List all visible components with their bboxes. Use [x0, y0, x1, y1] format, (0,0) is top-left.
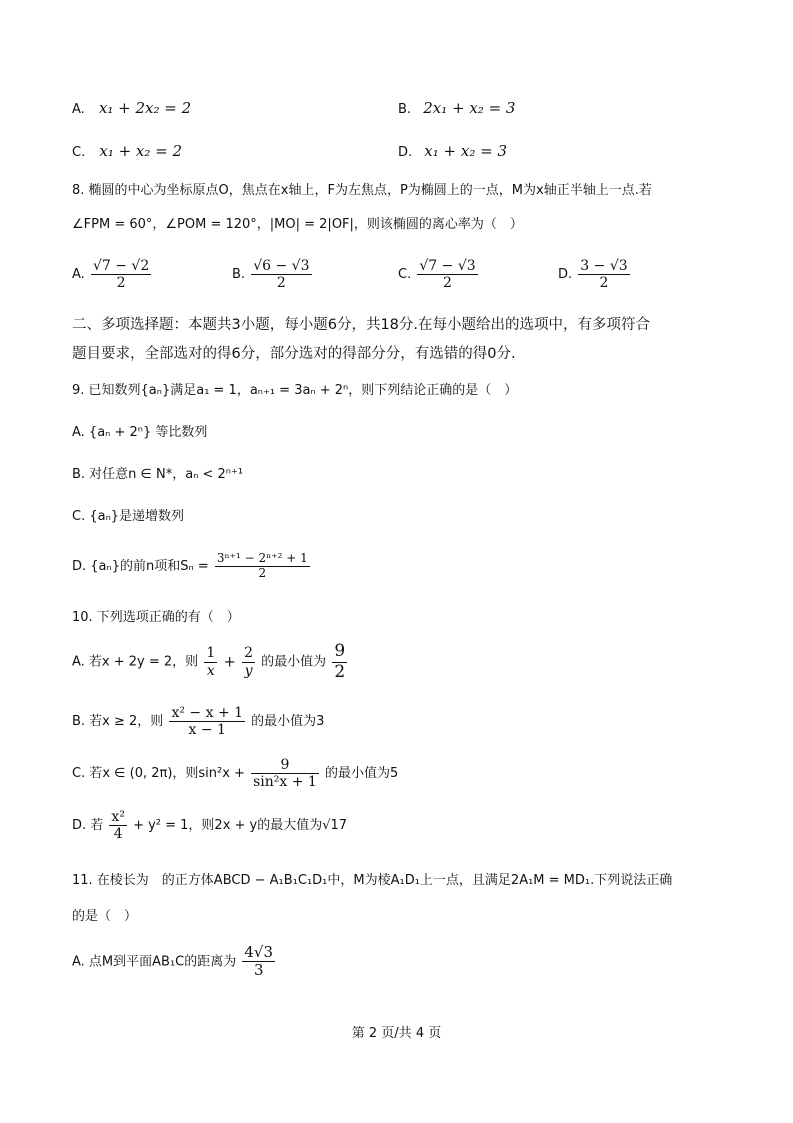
q10-option-a: A. 若x + 2y = 2，则 $\frac{1}{x}$ + $\frac{2}{y}$ 的最小值为 $\frac{9}{2}$ [72, 641, 346, 682]
q10-option-d: D. 若 $\frac{\text{x²}}{4}$ + y² = 1，则2x + y的最大值为√17 [72, 809, 348, 843]
q9-option-d-fraction: $\frac{\text{3ⁿ⁺¹ − 2ⁿ⁺² + 1}}{2}$ [216, 551, 308, 580]
q10-option-c-fraction: $\frac{9}{\text{sin²x + 1}}$ [253, 757, 317, 791]
q11-option-a: A. 点M到平面AB₁C的距离为 $\frac{4√3}{3}$ [72, 943, 274, 980]
section2-heading-line2: 题目要求，全部选对的得6分，部分选对的得部分分，有选错的得0分. [72, 346, 516, 362]
q10-option-a-answer: $\frac{9}{2}$ [334, 641, 346, 682]
q10-option-b: B. 若x ≥ 2，则 $\frac{\text{x² − x + 1}}{x - 1}$ 的最小值为3 [72, 705, 325, 739]
q7-option-b: B. 2x₁ + x₂ = 3 [398, 99, 516, 117]
q8-option-c-fraction: $\frac{√7 - √3}{2}$ [419, 258, 476, 292]
q9-option-c: C. {aₙ}是递增数列 [72, 509, 185, 524]
q8-option-b: B. $\frac{√6 - √3}{2}$ [232, 258, 310, 292]
q10-stem: 10. 下列选项正确的有（ ） [72, 610, 240, 625]
q9-stem: 9. 已知数列{aₙ}满足a₁ = 1，aₙ₊₁ = 3aₙ + 2ⁿ，则下列结论正确的是（ ） [72, 383, 518, 398]
q7-option-d: D. x₁ + x₂ = 3 [398, 142, 507, 160]
q11-option-a-fraction: $\frac{4√3}{3}$ [244, 943, 274, 980]
q10-option-d-fraction: $\frac{\text{x²}}{4}$ [111, 809, 125, 843]
q10-option-c: C. 若x ∈ (0, 2π)，则sin²x + $\frac{9}{\text{sin²x + 1}}$ 的最小值为5 [72, 757, 399, 791]
q8-option-a-fraction: $\frac{√7 - √2}{2}$ [92, 258, 150, 292]
q8-option-d: D. $\frac{3 - √3}{2}$ [558, 258, 628, 292]
q9-option-d: D. {aₙ}的前n项和Sₙ = $\frac{\text{3ⁿ⁺¹ − 2ⁿ⁺² + 1}}{2}$ [72, 551, 308, 580]
q8-stem-line2: ∠FPM = 60°，∠POM = 120°，|MO| = 2|OF|，则该椭圆的离心率为（ ） [72, 217, 523, 232]
q8-option-b-fraction: $\frac{√6 - √3}{2}$ [253, 258, 310, 292]
section2-heading-line1: 二、多项选择题：本题共3小题，每小题6分，共18分.在每小题给出的选项中，有多项符合 [72, 317, 651, 333]
q9-option-a: A. {aₙ + 2ⁿ} 等比数列 [72, 425, 208, 440]
q10-option-b-fraction: $\frac{\text{x² − x + 1}}{x - 1}$ [171, 705, 244, 739]
q7-option-a: A. x₁ + 2x₂ = 2 [72, 99, 192, 117]
page-footer: 第 2 页/共 4 页 [351, 1026, 442, 1041]
q8-option-d-fraction: $\frac{3 - √3}{2}$ [580, 258, 628, 292]
q8-stem-line1: 8. 椭圆的中心为坐标原点O，焦点在x轴上，F为左焦点，P为椭圆上的一点，M为x轴正半轴上一点.若 [72, 183, 652, 198]
q9-option-b: B. 对任意n ∈ N*，aₙ < 2ⁿ⁺¹ [72, 467, 244, 482]
q10-option-a-fraction-1: $\frac{1}{x}$ [206, 645, 216, 679]
q8-option-a: A. $\frac{√7 - √2}{2}$ [72, 258, 150, 292]
q11-stem-line2: 的是（ ） [72, 909, 138, 924]
q7-option-c: C. x₁ + x₂ = 2 [72, 142, 183, 160]
q8-option-c: C. $\frac{√7 - √3}{2}$ [398, 258, 476, 292]
q10-option-a-fraction-2: $\frac{2}{y}$ [244, 645, 254, 679]
q11-stem-line1: 11. 在棱长为 的正方体ABCD − A₁B₁C₁D₁中，M为棱A₁D₁上一点，且满足2A₁M = MD₁.下列说法正确 [72, 873, 673, 888]
